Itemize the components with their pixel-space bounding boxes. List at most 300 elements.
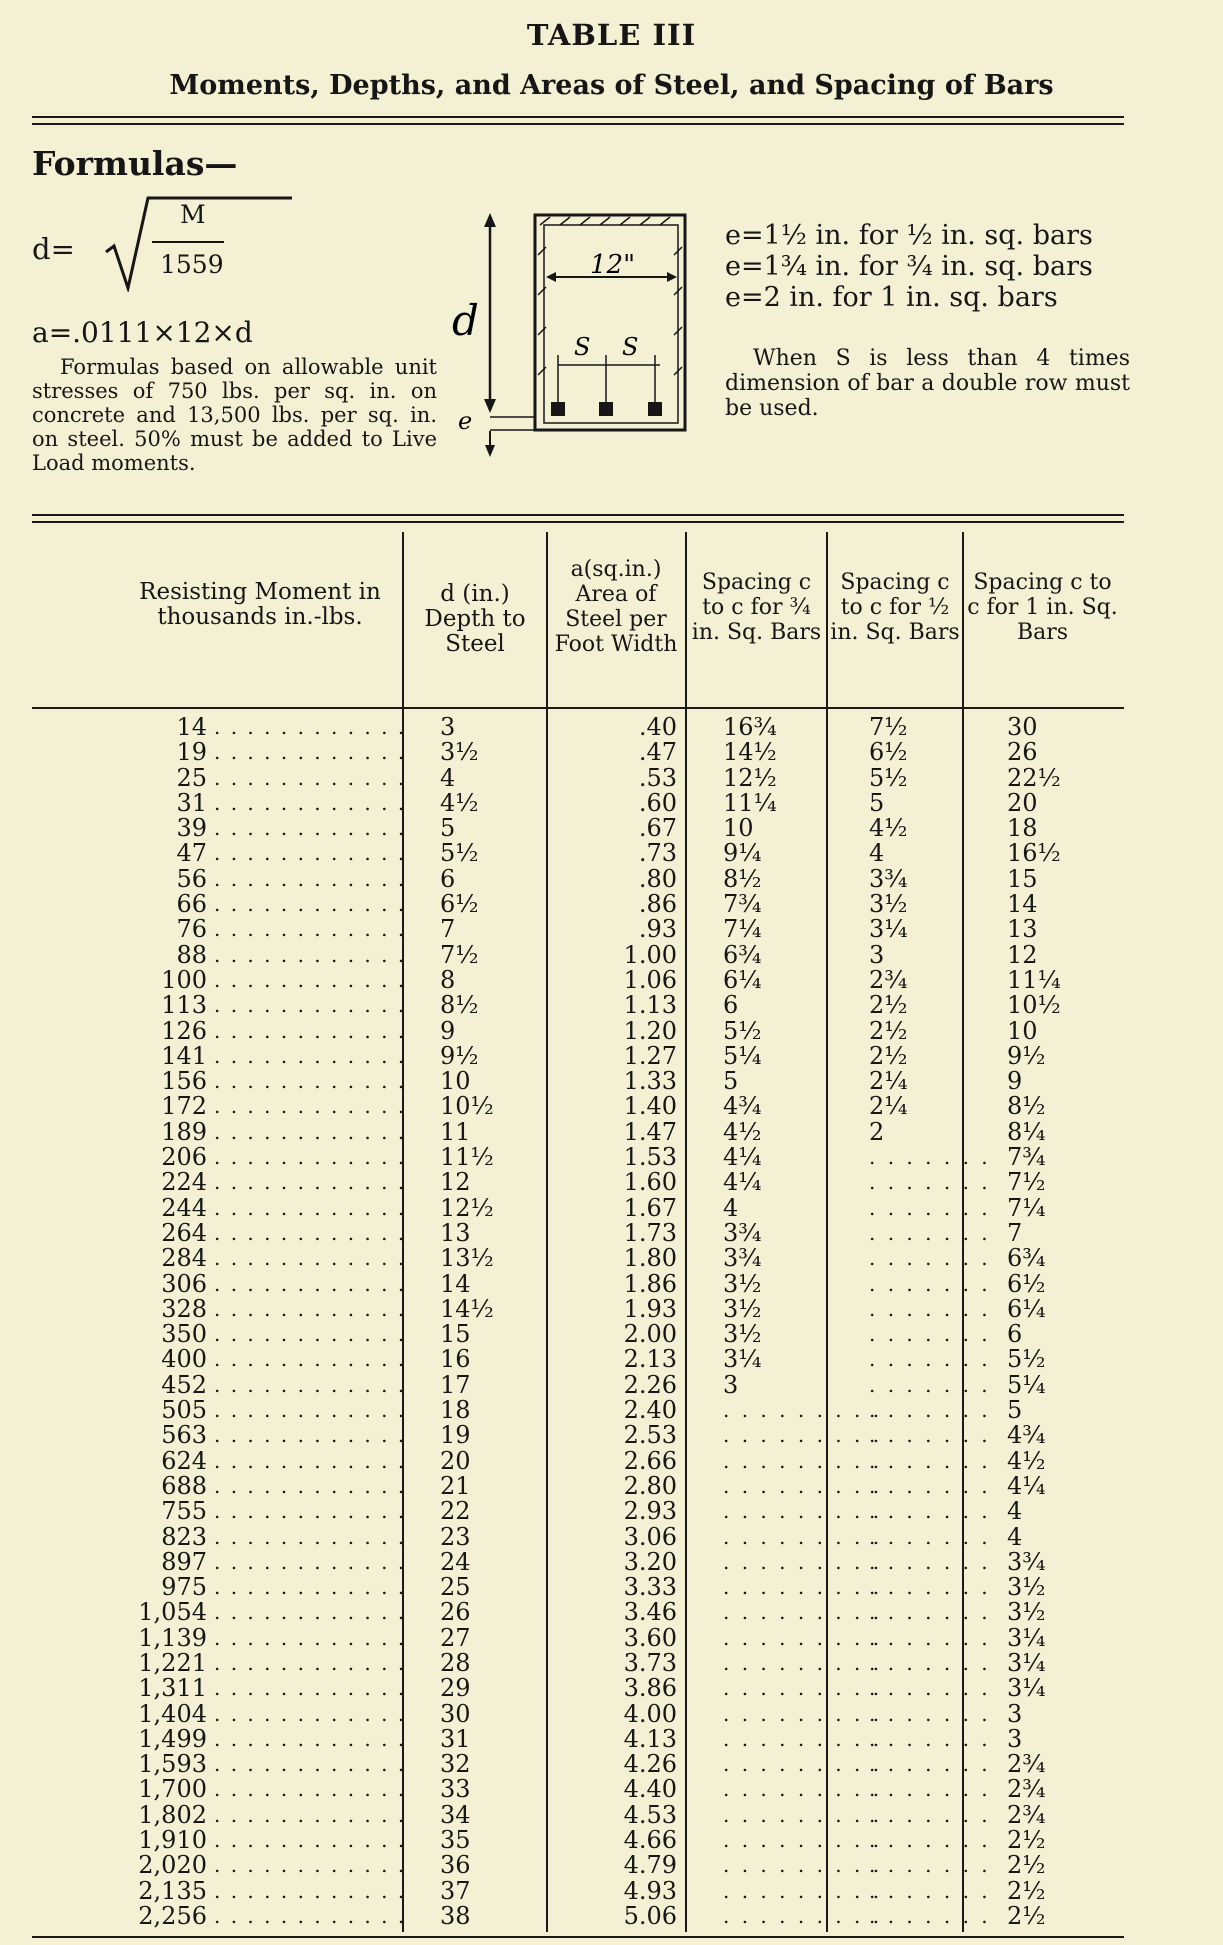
leader-dots: . . . . . . . . . . . . <box>214 1372 407 1397</box>
leader-dots: . . . . . . . . . . . . <box>214 1473 407 1498</box>
cell-depth: 6½ <box>440 890 479 919</box>
a-formula: a=.0111×12×d <box>32 316 253 349</box>
cell-depth: 17 <box>440 1370 471 1399</box>
cell-area: 2.26 <box>623 1370 677 1399</box>
cell-spacing-1: 13 <box>1007 915 1038 944</box>
cell-spacing-1: 9½ <box>1007 1041 1046 1070</box>
cell-depth: 22 <box>440 1497 471 1526</box>
cell-spacing-1-2-empty: . . . . . . . <box>869 1853 991 1878</box>
cell-depth: 3 <box>440 713 456 741</box>
cell-depth: 29 <box>440 1674 471 1703</box>
cell-area: 2.13 <box>623 1345 677 1374</box>
spacing-note: When S is less than 4 times dimension of bar a double row must be used. <box>725 346 1130 421</box>
cell-depth: 18 <box>440 1396 471 1425</box>
cell-spacing-3-4: 3½ <box>723 1269 762 1298</box>
cell-area: 2.53 <box>623 1421 677 1450</box>
table-row <box>32 1853 1124 1878</box>
cell-spacing-1-2-empty: . . . . . . . <box>869 1347 991 1372</box>
cell-moment: 156 <box>161 1067 207 1096</box>
cell-spacing-1-2-empty: . . . . . . . <box>869 1878 991 1903</box>
leader-dots: . . . . . . . . . . . . <box>214 1676 407 1701</box>
edge-rule: e=2 in. for 1 in. sq. bars <box>725 282 1058 313</box>
table-row <box>32 892 1124 917</box>
leader-dots: . . . . . . . . . . . . <box>214 1296 407 1321</box>
cell-spacing-1: 8½ <box>1007 1092 1046 1121</box>
d-formula-denominator: 1559 <box>160 250 224 279</box>
leader-dots: . . . . . . . . . . . . <box>214 967 407 992</box>
cell-moment: 452 <box>161 1370 207 1399</box>
cell-area: 1.47 <box>623 1117 677 1146</box>
cell-spacing-3-4-empty: . . . . . . . . . <box>723 1625 883 1650</box>
cell-spacing-3-4-empty: . . . . . . . . . <box>723 1549 883 1574</box>
cell-depth: 35 <box>440 1826 471 1855</box>
table-row <box>32 1423 1124 1448</box>
cell-spacing-1: 12 <box>1007 940 1038 969</box>
cell-spacing-1: 4¾ <box>1007 1421 1046 1450</box>
cell-area: .60 <box>638 788 677 817</box>
cell-depth: 19 <box>440 1421 471 1450</box>
cell-spacing-1: 5 <box>1007 1396 1023 1425</box>
cell-moment: 2,135 <box>138 1876 207 1905</box>
header-rule-top-2 <box>32 521 1124 523</box>
cell-spacing-1-2: 3¾ <box>869 864 908 893</box>
cell-moment: 264 <box>161 1218 207 1247</box>
cell-spacing-1-2-empty: . . . . . . . <box>869 1499 991 1524</box>
cell-moment: 14 <box>176 713 207 741</box>
cell-spacing-1: 10 <box>1007 1016 1038 1045</box>
cell-spacing-1-2: 3½ <box>869 890 908 919</box>
table-title: Moments, Depths, and Areas of Steel, and Spacing of Bars <box>169 70 1054 101</box>
cell-spacing-1: 11¼ <box>1007 965 1061 994</box>
cell-spacing-3-4-empty: . . . . . . . . . <box>723 1853 883 1878</box>
table-row <box>32 1117 1124 1146</box>
cell-spacing-1: 3¼ <box>1007 1648 1046 1677</box>
cell-depth: 28 <box>440 1648 471 1677</box>
cell-moment: 244 <box>161 1193 207 1222</box>
cell-moment: 1,221 <box>138 1648 207 1677</box>
cell-moment: 113 <box>161 991 207 1020</box>
col-header-spacing-1-2: Spacing c to c for ½ in. Sq. Bars <box>830 570 960 645</box>
leader-dots: . . . . . . . . . . . . <box>214 1043 407 1068</box>
table-row <box>32 1499 1124 1524</box>
cell-spacing-1-2-empty: . . . . . . . <box>869 1322 991 1347</box>
leader-dots: . . . . . . . . . . . . <box>214 841 407 866</box>
table-label: TABLE III <box>526 18 697 52</box>
cell-spacing-1-2-empty: . . . . . . . <box>869 1423 991 1448</box>
cell-spacing-1: 15 <box>1007 864 1038 893</box>
table-row <box>32 1170 1124 1195</box>
leader-dots: . . . . . . . . . . . . <box>214 1145 407 1170</box>
cell-spacing-3-4: 10 <box>723 814 754 843</box>
cell-spacing-3-4-empty: . . . . . . . . . <box>723 1448 883 1473</box>
cell-spacing-3-4: 4¾ <box>723 1092 762 1121</box>
table-row <box>32 816 1124 841</box>
cell-spacing-3-4: 7¾ <box>723 890 762 919</box>
col-header-spacing-1: Spacing c to c for 1 in. Sq. Bars <box>967 570 1118 645</box>
cell-spacing-3-4: 3¾ <box>723 1244 762 1273</box>
leader-dots: . . . . . . . . . . . . <box>214 1726 407 1751</box>
table-row <box>32 1446 1124 1475</box>
cell-moment: 400 <box>161 1345 207 1374</box>
cell-depth: 14 <box>440 1269 471 1298</box>
cell-depth: 16 <box>440 1345 471 1374</box>
cell-moment: 823 <box>161 1522 207 1551</box>
cell-moment: 47 <box>176 839 207 868</box>
table-row <box>32 1901 1124 1930</box>
cell-spacing-1-2-empty: . . . . . . . <box>869 1398 991 1423</box>
leader-dots: . . . . . . . . . . . . <box>214 1170 407 1195</box>
cell-depth: 12½ <box>440 1193 494 1222</box>
cell-spacing-3-4-empty: . . . . . . . . . <box>723 1499 883 1524</box>
leader-dots: . . . . . . . . . . . . <box>214 917 407 942</box>
leader-dots: . . . . . . . . . . . . <box>214 1600 407 1625</box>
edge-distance-rules <box>725 220 1093 313</box>
cell-spacing-1-2-empty: . . . . . . . <box>869 1802 991 1827</box>
cell-spacing-1-2: 5 <box>869 788 885 817</box>
cell-depth: 37 <box>440 1876 471 1905</box>
table-row <box>32 788 1124 817</box>
cell-area: .40 <box>638 713 677 741</box>
leader-dots: . . . . . . . . . . . . <box>214 715 407 739</box>
cell-spacing-1-2: 2½ <box>869 991 908 1020</box>
table-row <box>32 940 1124 969</box>
table-row <box>32 1471 1124 1500</box>
table-row <box>32 1294 1124 1323</box>
svg-text:S: S <box>622 333 639 361</box>
cell-spacing-1: 3¼ <box>1007 1623 1046 1652</box>
cell-area: 1.27 <box>623 1041 677 1070</box>
leader-dots: . . . . . . . . . . . . <box>214 1398 407 1423</box>
cell-spacing-1: 2¾ <box>1007 1800 1046 1829</box>
table-row <box>32 1016 1124 1045</box>
cell-depth: 5½ <box>440 839 479 868</box>
cell-spacing-1: 16½ <box>1007 839 1061 868</box>
cell-moment: 306 <box>161 1269 207 1298</box>
cell-moment: 206 <box>161 1143 207 1172</box>
cell-spacing-1: 26 <box>1007 738 1038 767</box>
svg-text:d: d <box>452 296 479 345</box>
cell-spacing-1: 14 <box>1007 890 1038 919</box>
cell-spacing-3-4-empty: . . . . . . . . . <box>723 1575 883 1600</box>
cell-depth: 3½ <box>440 738 479 767</box>
table-row <box>32 1623 1124 1652</box>
header-rule-bottom <box>32 707 1124 709</box>
cell-spacing-1: 30 <box>1007 713 1038 741</box>
table-row <box>32 1828 1124 1853</box>
cell-spacing-1-2-empty: . . . . . . . <box>869 1903 991 1928</box>
table-row <box>32 1145 1124 1170</box>
cell-spacing-3-4: 16¾ <box>723 713 777 741</box>
cell-depth: 30 <box>440 1699 471 1728</box>
cell-depth: 13½ <box>440 1244 494 1273</box>
cell-area: 2.66 <box>623 1446 677 1475</box>
table-row <box>32 1370 1124 1399</box>
d-formula-lhs: d= <box>32 232 75 266</box>
cell-spacing-1-2-empty: . . . . . . . <box>869 1145 991 1170</box>
cell-area: 3.20 <box>623 1547 677 1576</box>
leader-dots: . . . . . . . . . . . . <box>214 1853 407 1878</box>
cell-moment: 141 <box>161 1041 207 1070</box>
edge-rule: e=1½ in. for ½ in. sq. bars <box>725 220 1093 251</box>
cell-area: 3.86 <box>623 1674 677 1703</box>
cell-area: 1.13 <box>623 991 677 1020</box>
cell-moment: 284 <box>161 1244 207 1273</box>
cell-area: .47 <box>638 738 677 767</box>
cell-spacing-3-4: 5½ <box>723 1016 762 1045</box>
cell-area: .53 <box>638 763 677 792</box>
cell-depth: 11 <box>440 1117 471 1146</box>
cell-spacing-1-2: 4½ <box>869 814 908 843</box>
cell-spacing-3-4: 3½ <box>723 1320 762 1349</box>
cell-spacing-1: 7 <box>1007 1218 1023 1247</box>
formulas-note: Formulas based on allowable unit stresses of 750 lbs. per sq. in. on concrete and 13,500 lbs. per sq. in. on steel. 50% must be added to Live Load moments. <box>32 355 437 475</box>
leader-dots: . . . . . . . . . . . . <box>214 1524 407 1549</box>
leader-dots: . . . . . . . . . . . . <box>214 1650 407 1675</box>
cell-depth: 24 <box>440 1547 471 1576</box>
cell-spacing-1-2-empty: . . . . . . . <box>869 1271 991 1296</box>
cell-spacing-1: 7¼ <box>1007 1193 1046 1222</box>
cell-area: 4.13 <box>623 1724 677 1753</box>
edge-rule: e=1¾ in. for ¾ in. sq. bars <box>725 251 1093 282</box>
cell-spacing-1-2: 3¼ <box>869 915 908 944</box>
leader-dots: . . . . . . . . . . . . <box>214 816 407 841</box>
cell-moment: 1,802 <box>138 1800 207 1829</box>
cell-area: 4.26 <box>623 1750 677 1779</box>
table-row <box>32 1269 1124 1298</box>
cell-area: 1.93 <box>623 1294 677 1323</box>
cell-spacing-1: 2½ <box>1007 1901 1046 1930</box>
cell-depth: 20 <box>440 1446 471 1475</box>
table-row <box>32 1800 1124 1829</box>
cell-spacing-1: 8¼ <box>1007 1117 1046 1146</box>
cell-spacing-3-4-empty: . . . . . . . . . <box>723 1524 883 1549</box>
cell-spacing-3-4: 8½ <box>723 864 762 893</box>
cell-moment: 1,054 <box>138 1598 207 1627</box>
leader-dots: . . . . . . . . . . . . <box>214 942 407 967</box>
cell-spacing-1: 3½ <box>1007 1573 1046 1602</box>
cell-depth: 26 <box>440 1598 471 1627</box>
cell-spacing-1-2-empty: . . . . . . . <box>869 1448 991 1473</box>
cell-spacing-1: 3 <box>1007 1724 1023 1753</box>
cell-spacing-1: 2¾ <box>1007 1775 1046 1804</box>
cell-moment: 1,593 <box>138 1750 207 1779</box>
cell-area: 5.06 <box>623 1901 677 1930</box>
cell-spacing-1: 2½ <box>1007 1826 1046 1855</box>
cell-spacing-1: 3¾ <box>1007 1547 1046 1576</box>
cell-depth: 15 <box>440 1320 471 1349</box>
cell-moment: 897 <box>161 1547 207 1576</box>
cell-spacing-3-4-empty: . . . . . . . . . <box>723 1777 883 1802</box>
leader-dots: . . . . . . . . . . . . <box>214 1777 407 1802</box>
d-formula-numerator: M <box>180 200 206 229</box>
cell-moment: 328 <box>161 1294 207 1323</box>
cell-depth: 5 <box>440 814 456 843</box>
leader-dots: . . . . . . . . . . . . <box>214 740 407 765</box>
cell-spacing-1-2-empty: . . . . . . . <box>869 1650 991 1675</box>
cell-spacing-1-2-empty: . . . . . . . <box>869 1372 991 1397</box>
cell-spacing-1: 2½ <box>1007 1876 1046 1905</box>
cell-depth: 10 <box>440 1067 471 1096</box>
cell-spacing-3-4: 11¼ <box>723 788 777 817</box>
cell-moment: 25 <box>176 763 207 792</box>
leader-dots: . . . . . . . . . . . . <box>214 1094 407 1119</box>
cell-spacing-1: 6¼ <box>1007 1294 1046 1323</box>
table-row <box>32 715 1124 740</box>
cell-area: 3.73 <box>623 1648 677 1677</box>
cell-depth: 23 <box>440 1522 471 1551</box>
cell-spacing-3-4: 12½ <box>723 763 777 792</box>
cell-area: 1.73 <box>623 1218 677 1247</box>
cell-moment: 624 <box>161 1446 207 1475</box>
cell-area: 1.80 <box>623 1244 677 1273</box>
cell-spacing-3-4-empty: . . . . . . . . . <box>723 1398 883 1423</box>
cell-moment: 2,020 <box>138 1851 207 1880</box>
cell-moment: 505 <box>161 1396 207 1425</box>
cell-depth: 27 <box>440 1623 471 1652</box>
cell-area: .80 <box>638 864 677 893</box>
cell-depth: 10½ <box>440 1092 494 1121</box>
cell-spacing-1-2-empty: . . . . . . . <box>869 1600 991 1625</box>
cell-spacing-3-4-empty: . . . . . . . . . <box>723 1903 883 1928</box>
cell-spacing-3-4-empty: . . . . . . . . . <box>723 1600 883 1625</box>
title-rule-top <box>32 116 1124 118</box>
leader-dots: . . . . . . . . . . . . <box>214 1423 407 1448</box>
cell-area: 4.66 <box>623 1826 677 1855</box>
cell-moment: 688 <box>161 1471 207 1500</box>
cell-spacing-3-4-empty: . . . . . . . . . <box>723 1676 883 1701</box>
cell-spacing-3-4: 14½ <box>723 738 777 767</box>
cell-moment: 100 <box>161 965 207 994</box>
cell-moment: 975 <box>161 1573 207 1602</box>
cell-area: 2.93 <box>623 1497 677 1526</box>
cell-spacing-1: 18 <box>1007 814 1038 843</box>
cell-depth: 14½ <box>440 1294 494 1323</box>
cell-spacing-1: 4¼ <box>1007 1471 1046 1500</box>
cell-area: 3.46 <box>623 1598 677 1627</box>
cell-spacing-1: 2¾ <box>1007 1750 1046 1779</box>
cell-spacing-1-2-empty: . . . . . . . <box>869 1524 991 1549</box>
table-row <box>32 1069 1124 1094</box>
cell-depth: 8 <box>440 965 456 994</box>
cell-depth: 25 <box>440 1573 471 1602</box>
cell-area: 4.40 <box>623 1775 677 1804</box>
cell-depth: 33 <box>440 1775 471 1804</box>
cell-spacing-1: 5¼ <box>1007 1370 1046 1399</box>
cell-spacing-3-4-empty: . . . . . . . . . <box>723 1802 883 1827</box>
leader-dots: . . . . . . . . . . . . <box>214 866 407 891</box>
leader-dots: . . . . . . . . . . . . <box>214 1069 407 1094</box>
col-header-spacing-3-4: Spacing c to c for ¾ in. Sq. Bars <box>691 570 822 645</box>
cell-spacing-1: 7½ <box>1007 1168 1046 1197</box>
cell-depth: 8½ <box>440 991 479 1020</box>
cell-spacing-1-2: 6½ <box>869 738 908 767</box>
cell-moment: 563 <box>161 1421 207 1450</box>
cell-area: 1.00 <box>623 940 677 969</box>
table-rule-bottom <box>32 1936 1124 1938</box>
cell-spacing-1-2-empty: . . . . . . . <box>869 1575 991 1600</box>
cell-area: 1.40 <box>623 1092 677 1121</box>
leader-dots: . . . . . . . . . . . . <box>214 1903 407 1928</box>
cell-area: .86 <box>638 890 677 919</box>
cell-spacing-3-4: 3 <box>723 1370 739 1399</box>
cell-moment: 224 <box>161 1168 207 1197</box>
cell-spacing-3-4: 6¼ <box>723 965 762 994</box>
cell-area: .67 <box>638 814 677 843</box>
cell-moment: 1,700 <box>138 1775 207 1804</box>
cell-moment: 66 <box>176 890 207 919</box>
leader-dots: . . . . . . . . . . . . <box>214 892 407 917</box>
cell-spacing-3-4: 7¼ <box>723 915 762 944</box>
cell-spacing-1: 4 <box>1007 1497 1023 1526</box>
cell-spacing-1-2-empty: . . . . . . . <box>869 1549 991 1574</box>
cell-spacing-1: 9 <box>1007 1067 1023 1096</box>
leader-dots: . . . . . . . . . . . . <box>214 1119 407 1144</box>
table-row <box>32 1522 1124 1551</box>
cell-spacing-1-2-empty: . . . . . . . <box>869 1828 991 1853</box>
table-row <box>32 1218 1124 1247</box>
formulas-heading: Formulas— <box>32 144 238 183</box>
cell-spacing-3-4: 9¼ <box>723 839 762 868</box>
table-row <box>32 1600 1124 1625</box>
cell-spacing-1-2-empty: . . . . . . . <box>869 1726 991 1751</box>
title-rule-bottom <box>32 123 1124 125</box>
leader-dots: . . . . . . . . . . . . <box>214 1802 407 1827</box>
table-row <box>32 1094 1124 1119</box>
cell-spacing-1-2-empty: . . . . . . . <box>869 1701 991 1726</box>
table-row <box>32 1699 1124 1728</box>
table-row <box>32 1777 1124 1802</box>
cell-spacing-3-4: 4 <box>723 1193 739 1222</box>
cell-depth: 21 <box>440 1471 471 1500</box>
cell-depth: 7 <box>440 915 456 944</box>
cell-spacing-1: 3¼ <box>1007 1674 1046 1703</box>
cell-spacing-3-4-empty: . . . . . . . . . <box>723 1650 883 1675</box>
cell-area: 2.40 <box>623 1396 677 1425</box>
leader-dots: . . . . . . . . . . . . <box>214 1701 407 1726</box>
cell-area: 4.79 <box>623 1851 677 1880</box>
cell-spacing-3-4-empty: . . . . . . . . . <box>723 1752 883 1777</box>
cell-moment: 31 <box>176 788 207 817</box>
table-row <box>32 1752 1124 1777</box>
cell-depth: 31 <box>440 1724 471 1753</box>
leader-dots: . . . . . . . . . . . . <box>214 1448 407 1473</box>
cell-area: 1.86 <box>623 1269 677 1298</box>
cell-spacing-3-4-empty: . . . . . . . . . <box>723 1828 883 1853</box>
cell-spacing-1: 2½ <box>1007 1851 1046 1880</box>
leader-dots: . . . . . . . . . . . . <box>214 765 407 790</box>
leader-dots: . . . . . . . . . . . . <box>214 1018 407 1043</box>
leader-dots: . . . . . . . . . . . . <box>214 1195 407 1220</box>
cell-spacing-1-2-empty: . . . . . . . <box>869 1473 991 1498</box>
cell-spacing-1: 6 <box>1007 1320 1023 1349</box>
table-row <box>32 1246 1124 1271</box>
table-row <box>32 993 1124 1018</box>
cell-spacing-1-2: 2½ <box>869 1041 908 1070</box>
cell-spacing-3-4-empty: . . . . . . . . . <box>723 1473 883 1498</box>
cell-spacing-3-4: 3¾ <box>723 1218 762 1247</box>
cell-spacing-3-4: 5 <box>723 1067 739 1096</box>
table-row <box>32 1547 1124 1576</box>
cell-area: 4.53 <box>623 1800 677 1829</box>
table-row <box>32 740 1124 765</box>
leader-dots: . . . . . . . . . . . . <box>214 1322 407 1347</box>
cell-spacing-1-2-empty: . . . . . . . <box>869 1195 991 1220</box>
cell-area: 4.93 <box>623 1876 677 1905</box>
cell-spacing-1: 22½ <box>1007 763 1061 792</box>
leader-dots: . . . . . . . . . . . . <box>214 1271 407 1296</box>
cell-depth: 34 <box>440 1800 471 1829</box>
cell-moment: 1,311 <box>138 1674 207 1703</box>
